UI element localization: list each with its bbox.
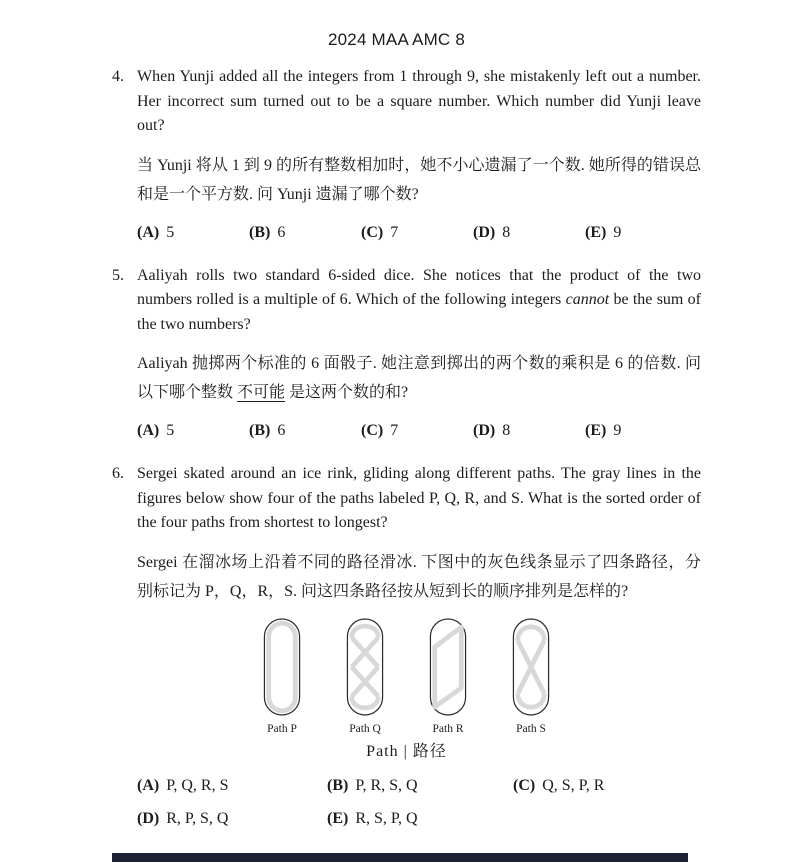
option [137,777,327,795]
rink-path-p [263,616,301,735]
option-value: 9 [613,223,622,241]
question-number: 4. [112,68,124,85]
question-number: 6. [112,465,124,482]
path-label: Path R [432,722,464,735]
option-value: 6 [277,223,286,241]
question-text-en [137,264,701,338]
underlined-word: 不可能 [237,384,286,401]
question-text-part: be the sum of the two numbers? [137,291,701,333]
path-p-diagram [263,616,301,718]
options-grid-spacer [513,810,701,828]
option-value: 5 [166,223,175,241]
question-text-part: 是这两个数的和? [285,384,409,401]
question-5 [112,264,701,441]
option-letter: (B) [249,223,271,241]
question-text-cn: 当 Yunji 将从 1 到 9 的所有整数相加时，她不小心遗漏了一个数. 她所得的错误总和是一个平方数. 问 Yunji 遗漏了哪个数? [137,156,701,203]
option-value: Q, S, P, R [542,776,605,794]
question-text-part: Aaliyah 抛掷两个标准的 6 面骰子. 她注意到掷出的两个数的乘积是 6 的倍数. 问以下哪个整数 [137,355,701,401]
option-letter: (C) [361,422,384,439]
option [513,777,701,795]
option-value: 5 [166,422,175,439]
option-letter: (D) [473,422,496,439]
option-value: 8 [502,422,511,439]
option [473,422,585,440]
option-letter: (D) [137,809,160,827]
option-letter: (A) [137,422,160,439]
next-page-edge [112,853,688,862]
question-text-en: When Yunji added all the integers from 1 through 9, she mistakenly left out a number. Her incorrect sum turned out to be a square number. Which number did Yunji leave out? [137,68,701,134]
question-number: 5. [112,266,124,284]
option-value: P, R, S, Q [355,776,418,794]
option [137,224,249,242]
option [361,224,473,242]
option [327,777,513,795]
path-q-diagram [346,616,384,718]
question-text-en: Sergei skated around an ice rink, gliding along different paths. The gray lines in the figures below show four of the paths labeled P, Q, R, and S. What is the sorted order of the four paths from shortest to longest? [137,465,701,531]
path-r-diagram [429,616,467,718]
option [585,422,621,440]
option-value: P, Q, R, S [166,776,229,794]
option [473,224,585,242]
path-label: Path Q [349,722,381,735]
path-label: Path S [516,722,546,735]
option-value: 7 [390,223,399,241]
rink-path-r [429,616,467,735]
option [585,224,621,242]
rink-path-s [512,616,550,735]
rink-diagrams [112,616,701,735]
option-value: R, S, P, Q [355,809,418,827]
paths-figure [112,616,701,761]
option [137,810,327,828]
emphasis-word: cannot [565,291,610,308]
options-row [137,224,701,242]
rink-path-q [346,616,384,735]
option-letter: (C) [361,223,384,241]
option-letter: (A) [137,223,160,241]
question-4 [112,65,701,242]
option-letter: (B) [249,422,271,439]
option-letter: (A) [137,776,160,794]
option-value: 8 [502,223,511,241]
option-value: R, P, S, Q [166,809,229,827]
option-letter: (D) [473,223,496,241]
page-title: 2024 MAA AMC 8 [328,30,465,49]
figure-caption: Path | 路径 [366,742,447,760]
option-letter: (E) [327,809,349,827]
path-s-diagram [512,616,550,718]
options-row [137,422,701,440]
option [249,422,361,440]
question-text-cn: Sergei 在溜冰场上沿着不同的路径滑冰. 下图中的灰色线条显示了四条路径，分别标记为 P，Q，R，S. 问这四条路径按从短到长的顺序排列是怎样的? [137,553,701,600]
option [249,224,361,242]
option [361,422,473,440]
option-letter: (E) [585,422,607,439]
question-text-cn [137,349,701,407]
options-grid [137,777,701,828]
option [137,422,249,440]
option-value: 6 [277,422,286,439]
page-content [112,65,701,828]
option-value: 7 [390,422,399,439]
option [327,810,513,828]
option-letter: (C) [513,776,536,794]
option-letter: (E) [585,223,607,241]
option-value: 9 [613,422,622,439]
path-label: Path P [267,722,297,735]
question-text-part: Aaliyah rolls two standard 6-sided dice. She notices that the product of the two numbers rolled is a multiple of 6. Which of the following integers [137,266,701,308]
option-letter: (B) [327,776,349,794]
question-6 [112,462,701,828]
